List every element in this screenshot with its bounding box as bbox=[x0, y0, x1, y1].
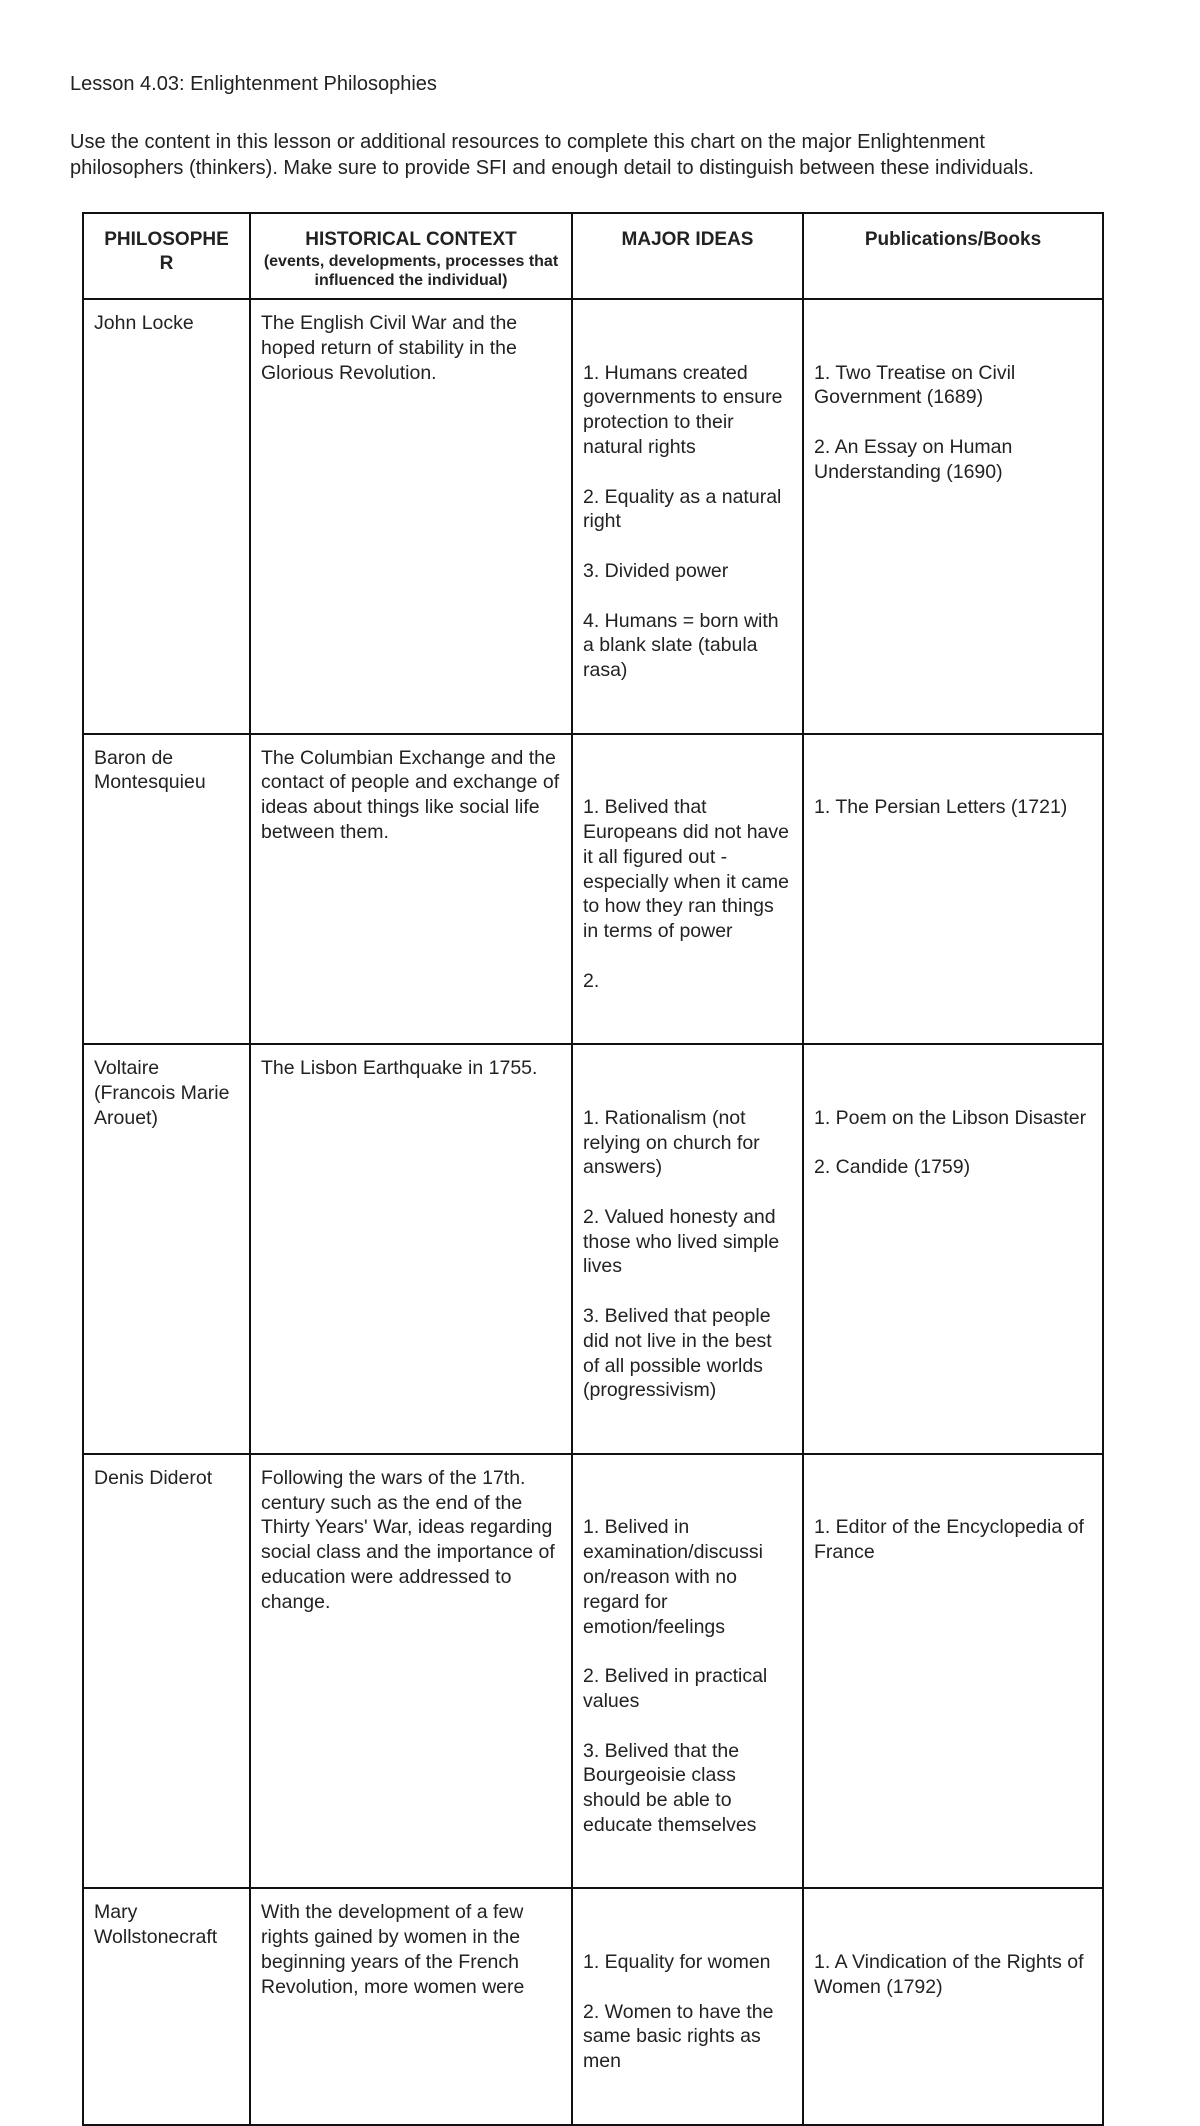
page-title: Lesson 4.03: Enlightenment Philosophies bbox=[70, 73, 437, 95]
publication-item: 1. Poem on the Libson Disaster bbox=[814, 1106, 1087, 1129]
publication-item: 1. A Vindication of the Rights of Women (1792) bbox=[814, 1951, 1084, 1998]
publication-item: 2. Candide (1759) bbox=[814, 1156, 971, 1179]
cell-philosopher: Mary Wollstonecraft bbox=[83, 1888, 250, 2124]
publication-item: 1. Editor of the Encyclopedia of France bbox=[814, 1516, 1084, 1564]
idea-item: 2. Belived in practical values bbox=[583, 1665, 768, 1713]
header-context-subtitle: (events, developments, processes that influenced the individual) bbox=[263, 253, 559, 289]
header-philosopher: PHILOSOPHE R bbox=[83, 213, 250, 299]
cell-context: The Lisbon Earthquake in 1755. bbox=[250, 1044, 572, 1454]
idea-item: 2. Equality as a natural right bbox=[583, 485, 782, 533]
instructions-line: Use the content in this lesson or additional resources to complete this chart on the major Enlightenment bbox=[70, 131, 985, 153]
cell-ideas bbox=[572, 1454, 803, 1889]
instructions-line: philosophers (thinkers). Make sure to provide SFI and enough detail to distinguish between these individuals. bbox=[70, 157, 1034, 179]
idea-item: 2. Valued honesty and those who lived simple lives bbox=[583, 1205, 780, 1278]
idea-item: 3. Belived that the Bourgeoisie class should be able to educate themselves bbox=[583, 1739, 757, 1837]
publication-item: 1. Two Treatise on Civil Government (1689) bbox=[814, 361, 1016, 409]
idea-item: 1. Rationalism (not relying on church for answers) bbox=[583, 1106, 760, 1179]
cell-publications bbox=[803, 299, 1103, 734]
header-row bbox=[83, 213, 1103, 299]
cell-ideas bbox=[572, 1044, 803, 1454]
header-context-title: HISTORICAL CONTEXT bbox=[305, 229, 517, 250]
idea-item: 2. Women to have the same basic rights as men bbox=[583, 2000, 774, 2073]
publication-item: 1. The Persian Letters (1721) bbox=[814, 796, 1068, 819]
table-row bbox=[83, 734, 1103, 1045]
cell-philosopher: Denis Diderot bbox=[83, 1454, 250, 1889]
table-row bbox=[83, 299, 1103, 734]
cell-publications bbox=[803, 734, 1103, 1045]
header-historical-context bbox=[250, 213, 572, 299]
cell-publications bbox=[803, 1888, 1103, 2124]
cell-publications bbox=[803, 1044, 1103, 1454]
cell-ideas bbox=[572, 1888, 803, 2124]
idea-item: 1. Humans created governments to ensure protection to their natural rights bbox=[583, 361, 783, 458]
cell-context: With the development of a few rights gained by women in the beginning years of the French Revolution, more women were bbox=[250, 1888, 572, 2124]
philosophers-chart bbox=[82, 212, 1104, 2126]
idea-item: 2. bbox=[583, 969, 600, 992]
cell-publications bbox=[803, 1454, 1103, 1889]
idea-item: 3. Divided power bbox=[583, 559, 729, 582]
cell-ideas bbox=[572, 299, 803, 734]
cell-context: Following the wars of the 17th. century such as the end of the Thirty Years' War, ideas regarding social class and the importance of education were addressed to change. bbox=[250, 1454, 572, 1889]
cell-context: The English Civil War and the hoped return of stability in the Glorious Revolution. bbox=[250, 299, 572, 734]
instructions bbox=[70, 129, 1140, 181]
idea-item: 1. Belived in examination/discussi on/reason with no regard for emotion/feelings bbox=[583, 1516, 763, 1638]
cell-ideas bbox=[572, 734, 803, 1045]
publication-item: 2. An Essay on Human Understanding (1690) bbox=[814, 435, 1013, 483]
cell-philosopher: John Locke bbox=[83, 299, 250, 734]
cell-philosopher: Voltaire (Francois Marie Arouet) bbox=[83, 1044, 250, 1454]
cell-context: The Columbian Exchange and the contact of people and exchange of ideas about things like social life between them. bbox=[250, 734, 572, 1045]
idea-item: 3. Belived that people did not live in the best of all possible worlds (progressivism) bbox=[583, 1305, 772, 1402]
header-publications: Publications/Books bbox=[803, 213, 1103, 299]
idea-item: 1. Belived that Europeans did not have it all figured out - especially when it came to how they ran things in terms of power bbox=[583, 796, 789, 943]
table-row bbox=[83, 1044, 1103, 1454]
idea-item: 1. Equality for women bbox=[583, 1951, 771, 1973]
header-major-ideas: MAJOR IDEAS bbox=[572, 213, 803, 299]
cell-philosopher: Baron de Montesquieu bbox=[83, 734, 250, 1045]
table-row bbox=[83, 1888, 1103, 2124]
table-row bbox=[83, 1454, 1103, 1889]
idea-item: 4. Humans = born with a blank slate (tabula rasa) bbox=[583, 609, 779, 682]
